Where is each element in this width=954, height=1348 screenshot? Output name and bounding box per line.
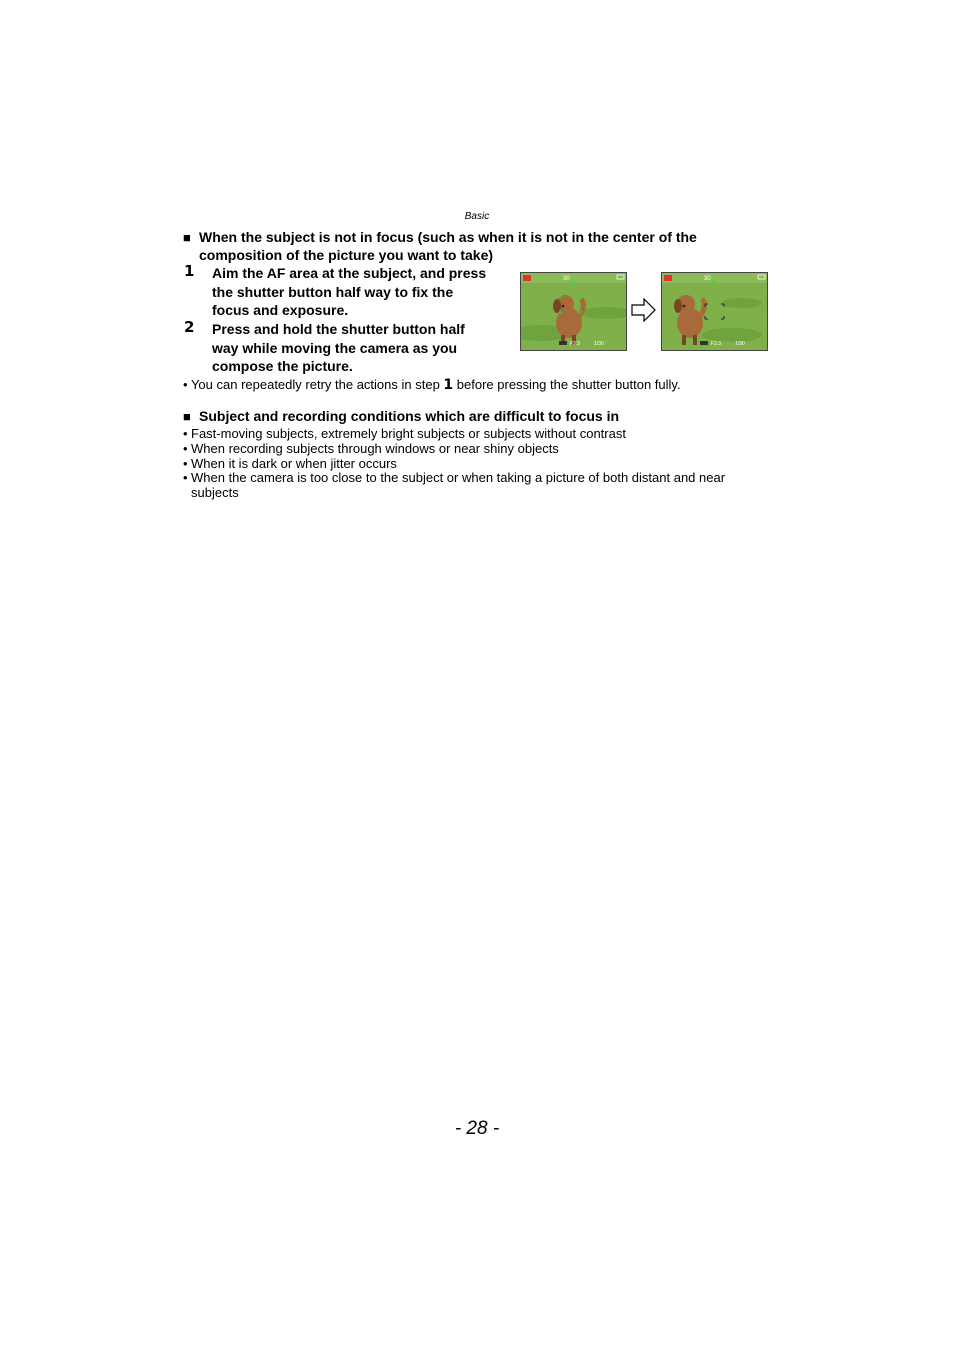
list-item-text: When it is dark or when jitter occurs xyxy=(191,455,397,471)
aperture-readout: F3.3 xyxy=(711,341,722,347)
step-1-line: focus and exposure. xyxy=(212,302,349,318)
list-item xyxy=(183,471,773,501)
step-2-line: Press and hold the shutter button half xyxy=(212,321,465,337)
arrow-right-icon xyxy=(631,298,657,322)
dog-in-grass-image xyxy=(662,273,767,350)
section2-heading: Subject and recording conditions which are difficult to focus in xyxy=(199,408,620,424)
step-1-line: Aim the AF area at the subject, and press xyxy=(212,265,487,281)
bullet-dot: • xyxy=(183,470,188,486)
step-reference: 1 xyxy=(443,377,454,393)
section1-heading-line1: When the subject is not in focus (such as when it is not in the center of the xyxy=(199,229,697,245)
section1-heading-line2: composition of the picture you want to take) xyxy=(199,247,494,263)
list-item-text: When the camera is too close to the subject or when taking a picture of both distant and near xyxy=(191,470,726,486)
shutter-readout: 1/30 xyxy=(594,341,604,347)
bullet-dot: • xyxy=(183,455,188,471)
square-bullet-icon: ■ xyxy=(183,230,191,245)
step-1-line: the shutter button half way to fix the xyxy=(212,283,454,300)
camera-screen-centered xyxy=(520,272,627,351)
list-item-text: When recording subjects through windows or near shiny objects xyxy=(191,440,559,456)
square-bullet-icon: ■ xyxy=(183,409,191,424)
retry-note-after: before pressing the shutter button fully. xyxy=(456,377,681,392)
step-2-number: 2 xyxy=(184,318,195,336)
bullet-dot: • xyxy=(183,377,188,392)
retry-note xyxy=(183,377,681,393)
list-item-text: Fast-moving subjects, extremely bright subjects or subjects without contrast xyxy=(191,426,626,441)
dog-in-grass-image xyxy=(521,273,626,350)
aperture-readout: F3.3 xyxy=(570,341,581,347)
bullet-dot: • xyxy=(183,440,188,456)
step-2-text xyxy=(212,320,512,376)
list-item xyxy=(183,457,773,472)
page-number: - 28 - xyxy=(454,1118,500,1139)
step-2-line: compose the picture. xyxy=(212,358,353,374)
list-item-text: subjects xyxy=(191,485,239,501)
retry-note-before: You can repeatedly retry the actions in step xyxy=(190,377,440,392)
camera-screen-recomposed xyxy=(661,272,768,351)
step-1-text xyxy=(212,264,512,320)
svg-text:30: 30 xyxy=(563,276,570,282)
bullet-dot: • xyxy=(183,426,188,441)
list-item xyxy=(183,427,773,442)
step-2-line: way while moving the camera as you xyxy=(212,339,458,356)
shutter-readout: 1/30 xyxy=(735,341,745,347)
difficult-conditions-list xyxy=(183,427,773,501)
svg-text:30: 30 xyxy=(704,276,711,282)
list-item xyxy=(183,442,773,457)
step-1-number: 1 xyxy=(184,262,195,280)
section-label: Basic xyxy=(464,211,490,222)
